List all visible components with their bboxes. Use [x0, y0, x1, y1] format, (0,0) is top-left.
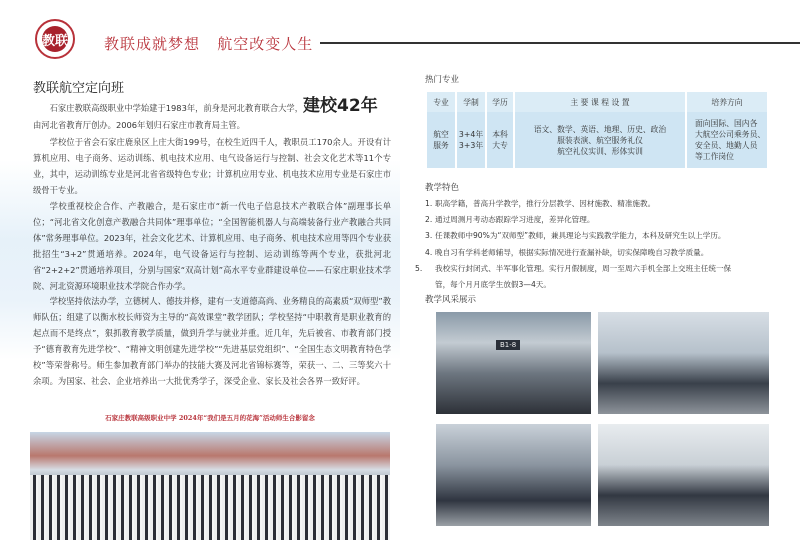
- crowd: [30, 475, 390, 540]
- item-text: 职高学籍，普高升学教学，推行分层教学、因材施教、精准施教。: [435, 199, 656, 208]
- majors-table: [425, 92, 769, 168]
- item-number: 1.: [425, 199, 433, 208]
- security-training-photo: [436, 312, 591, 414]
- col-header: 学制: [457, 92, 485, 112]
- features-list: [415, 196, 775, 293]
- list-item: [425, 196, 775, 212]
- slogan: 教联成就梦想 航空改变人生: [104, 35, 314, 53]
- list-item: [425, 228, 775, 244]
- header-divider: [320, 42, 800, 44]
- gate-sign: B1-8: [496, 340, 520, 350]
- drill-photo: [598, 424, 769, 526]
- paragraph-1: [33, 98, 391, 116]
- hot-majors-title: 热门专业: [425, 75, 460, 85]
- cell-degree: 本科 大专: [487, 112, 513, 168]
- list-item: [425, 245, 775, 261]
- item-number: 3.: [425, 231, 433, 241]
- school-logo: [35, 19, 75, 59]
- col-header: 专业: [427, 92, 455, 112]
- paragraph-3: 学校重视校企合作、产教融合，是石家庄市“新一代电子信息技术产教联合体”副理事长单位；“河北省文化创意产教融合共同体”理事单位；“全国智能机器人与高端装备行业产教融合共同体”常务理事单位。2023年，社会文化艺术、计算机应用、电子商务、机电技术应用等四个专业获批招生“3+2”贯通培养。2024年，电气设备运行与控制、运动训练等两个专业，获批河北省“2+2+2”贯通培养项目，分别与国家“双高计划”高水平专业群建设单位——石家庄职业技术学院、河北资源环境职业技术学院合作办学。: [33, 201, 391, 291]
- paragraph-4: 学校坚持依法办学，立德树人、德技并修，建有一支道德高尚、业务精良的高素质“双师型”教师队伍；组建了以衡水校长师资为主导的“高效课堂”教学团队；学校坚持“中职教育是职业教育的起点而不是终点”，狠抓教育教学质量，做到升学与就业并重。近几年，先后被省、市教育部门授予“德育教育先进学校”、“精神文明创建先进学校”“先进基层党组织”、“全国生态文明教育特色学校”等荣誉称号。师生参加教育部门举办的技能大赛及河北省锦标赛等，荣获一、二、三等奖六十余项。为国家、社会、企业培养出一大批优秀学子，深受企业、家长及社会各界一致好评。: [33, 296, 391, 386]
- section-title: 教联航空定向班: [33, 81, 125, 96]
- table-row: [427, 112, 767, 168]
- item-number: 4.: [425, 247, 433, 257]
- logo-seal: 教联: [42, 26, 68, 52]
- cell-courses: 语文、数学、英语、地理、历史、政治 服装表演、航空服务礼仪 航空礼仪实训、形体实训: [515, 112, 685, 168]
- group-photo-caption: 石家庄教联高级职业中学 2024年“我们是五月的花海”活动师生合影留念: [105, 414, 315, 422]
- item-text: 任课教师中90%为“双师型”教师，兼具理论与实践教学能力，本科及研究生以上学历。: [435, 231, 726, 241]
- paragraph-2: 学校位于省会石家庄鹿泉区上庄大街199号，在校生近四千人，教职员工170余人。开设有计算机应用、电子商务、运动训练、机电技术应用、电气设备运行与控制、社会文化艺术等11个专业，其中，运动训练专业是河北省省级特色专业；计算机应用专业、机电技术应用专业是石家庄市级骨干专业。: [33, 137, 391, 195]
- cell-duration: 3+4年 3+3年: [457, 112, 485, 168]
- group-photo: [30, 432, 390, 540]
- features-title: 教学特色: [425, 183, 460, 193]
- item-number: 2.: [425, 215, 433, 225]
- col-header: 主 要 课 程 设 置: [515, 92, 685, 112]
- item-text: 我校实行封闭式、半军事化管理。实行月假制度，周一至周六手机全部上交班主任统一保管，每个月月底学生放假3—4天。: [435, 263, 732, 290]
- col-header: 学历: [487, 92, 513, 112]
- table-header-row: [427, 92, 767, 112]
- cell-career: 面向国际、国内各 大航空公司乘务员、 安全员、地勤人员 等工作岗位: [687, 112, 767, 168]
- highlight-42-years: 建校42年: [303, 96, 378, 116]
- item-text: 通过周测月考动态跟踪学习进度，差异化管理。: [435, 215, 595, 225]
- paragraph-1b: 由河北省教育厅创办。2006年划归石家庄市教育局主管。: [33, 120, 245, 130]
- item-text: 晚自习有学科老师辅导，根据实际情况进行查漏补缺，切实保障晚自习教学质量。: [435, 247, 709, 257]
- cell-major: 航空 服务: [427, 112, 455, 168]
- list-item: [425, 212, 775, 228]
- p1-text: 石家庄教联高级职业中学始建于1983年，前身是河北教育联合大学，: [49, 103, 304, 113]
- showcase-title: 教学风采展示: [425, 295, 477, 305]
- list-item: [415, 261, 740, 293]
- item-number: 5.: [415, 263, 423, 273]
- baggage-check-photo: [598, 312, 769, 414]
- security-gate-photo: [436, 424, 591, 526]
- col-header: 培养方向: [687, 92, 767, 112]
